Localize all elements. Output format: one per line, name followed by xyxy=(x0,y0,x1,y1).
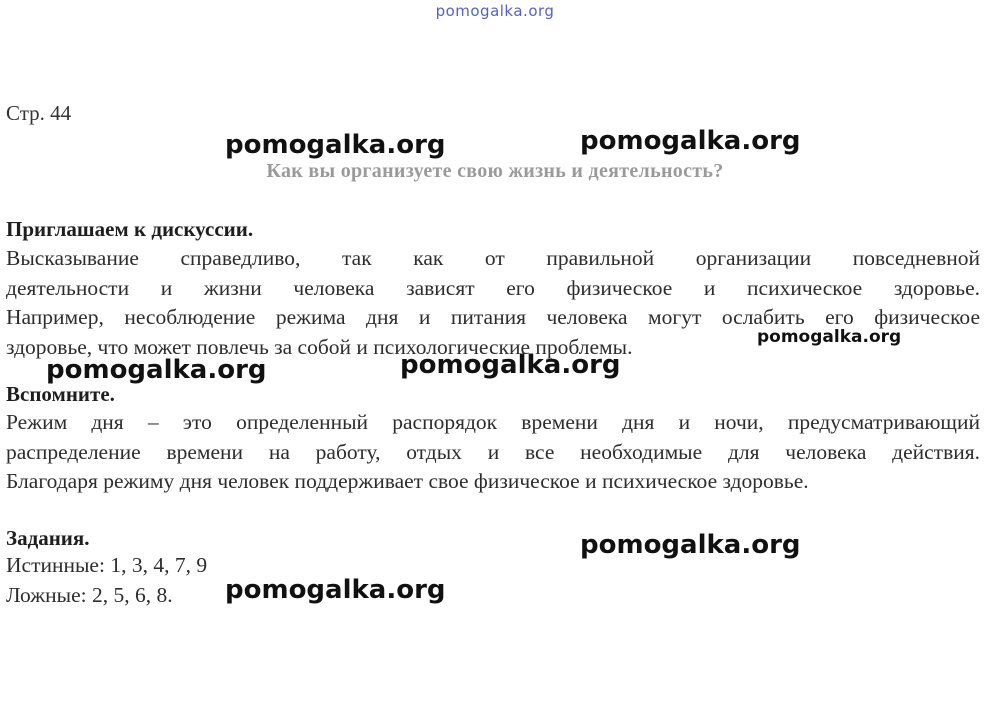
remember-heading: Вспомните. xyxy=(6,382,115,406)
watermark: pomogalka.org xyxy=(225,575,446,605)
discussion-line: Высказывание справедливо, так как от правильной организации повседневной xyxy=(6,246,980,270)
watermark: pomogalka.org xyxy=(46,355,267,385)
section-title: Как вы организуете свою жизнь и деятельность? xyxy=(266,160,724,182)
remember-line: Режим дня – это определенный распорядок времени дня и ночи, предусматривающий xyxy=(6,410,980,434)
false-answers: Ложные: 2, 5, 6, 8. xyxy=(6,583,173,607)
watermark: pomogalka.org xyxy=(580,530,801,560)
watermark: pomogalka.org xyxy=(400,350,621,380)
remember-paragraph xyxy=(6,408,980,497)
remember-line: распределение времени на работу, отдых и все необходимые для человека действия. xyxy=(6,439,980,464)
watermark: pomogalka.org xyxy=(757,327,902,347)
discussion-line: деятельности и жизни человека зависят его физическое и психическое здоровье. xyxy=(6,275,980,300)
tasks-heading: Задания. xyxy=(6,526,90,550)
watermark: pomogalka.org xyxy=(225,130,446,160)
true-answers: Истинные: 1, 3, 4, 7, 9 xyxy=(6,553,208,577)
watermark: pomogalka.org xyxy=(580,126,801,156)
site-link[interactable]: pomogalka.org xyxy=(435,2,555,20)
discussion-heading: Приглашаем к дискуссии. xyxy=(6,217,254,241)
discussion-line: Например, несоблюдение режима дня и питания человека могут ослабить его физическое xyxy=(6,305,980,329)
page-number: Стр. 44 xyxy=(6,101,72,125)
discussion-line: здоровье, что может повлечь за собой и психологические проблемы. xyxy=(6,334,633,359)
remember-line: Благодаря режиму дня человек поддерживает свое физическое и психическое здоровье. xyxy=(6,469,809,493)
